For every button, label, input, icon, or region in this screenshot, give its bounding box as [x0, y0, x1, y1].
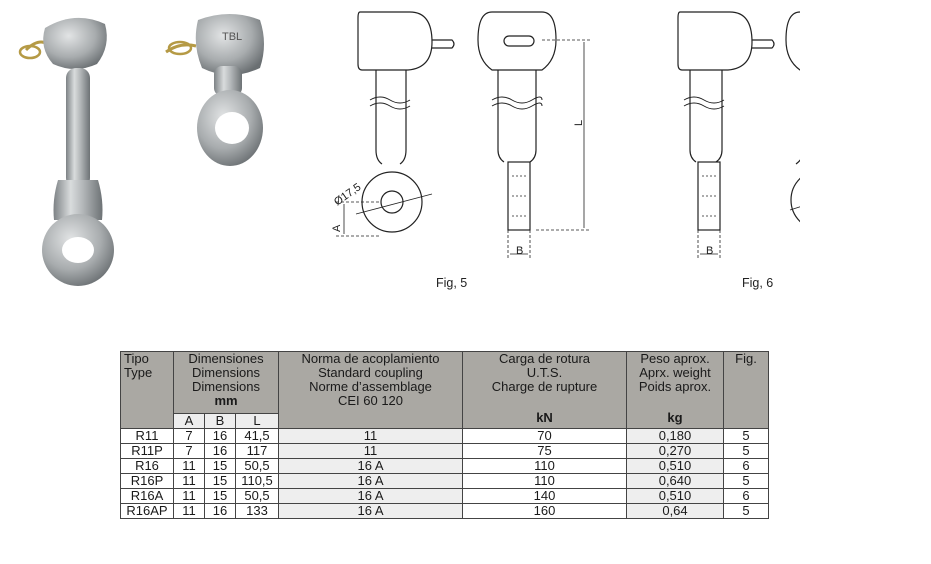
cell-l: 41,5 — [236, 429, 279, 444]
header-norma-en: Standard coupling — [318, 365, 423, 380]
header-type — [121, 352, 174, 429]
cell-l: 50,5 — [236, 459, 279, 474]
table-row — [121, 489, 769, 504]
header-carga-fr: Charge de rupture — [491, 379, 598, 394]
technical-drawing — [320, 0, 800, 300]
header-kn: kN — [536, 410, 553, 425]
header-norma-es: Norma de acoplamiento — [301, 351, 440, 366]
fig6-dim-b: B — [706, 245, 714, 257]
fig5-front-view — [478, 12, 590, 258]
table-row — [121, 504, 769, 519]
cell-fig: 5 — [724, 429, 769, 444]
cell-fig: 5 — [724, 474, 769, 489]
cell-fig: 5 — [724, 444, 769, 459]
cell-b: 16 — [205, 504, 236, 519]
cell-b: 15 — [205, 489, 236, 504]
table-row — [121, 429, 769, 444]
cell-kg: 0,270 — [627, 444, 724, 459]
cell-norma: 11 — [279, 429, 463, 444]
header-peso-en: Aprx. weight — [639, 365, 711, 380]
header-tipo: Tipo — [124, 351, 149, 366]
cell-l: 117 — [236, 444, 279, 459]
cell-type: R11 — [121, 429, 174, 444]
cell-norma: 16 A — [279, 489, 463, 504]
fig5-dim-l: L — [573, 119, 585, 126]
cell-a: 7 — [174, 429, 205, 444]
header-fig-label: Fig. — [735, 351, 757, 366]
header-dim-es: Dimensiones — [188, 351, 264, 366]
cell-type: R16 — [121, 459, 174, 474]
fig6-front-view — [786, 12, 800, 230]
cell-b: 15 — [205, 459, 236, 474]
cell-kn: 140 — [463, 489, 627, 504]
header-dim-fr: Dimensions — [192, 379, 260, 394]
fig5-side-view — [336, 12, 454, 236]
header-mm: mm — [214, 393, 238, 408]
header-a: A — [174, 414, 205, 429]
cell-norma: 11 — [279, 444, 463, 459]
cell-kg: 0,510 — [627, 489, 724, 504]
header-carga — [463, 352, 627, 429]
photo-marking: TBL — [222, 31, 243, 43]
cell-l: 50,5 — [236, 489, 279, 504]
cell-norma: 16 A — [279, 459, 463, 474]
header-dim-en: Dimensions — [192, 365, 260, 380]
cell-norma: 16 A — [279, 504, 463, 519]
cell-kn: 75 — [463, 444, 627, 459]
cell-fig: 5 — [724, 504, 769, 519]
cell-kn: 110 — [463, 474, 627, 489]
cell-l: 133 — [236, 504, 279, 519]
header-carga-es: Carga de rotura — [498, 351, 591, 366]
fig5-dim-b: B — [516, 245, 524, 257]
header-b: B — [205, 414, 236, 429]
long-socket-photo — [20, 18, 114, 286]
cell-a: 11 — [174, 489, 205, 504]
cell-kg: 0,510 — [627, 459, 724, 474]
cell-b: 16 — [205, 444, 236, 459]
header-peso — [627, 352, 724, 429]
header-peso-fr: Poids aprox. — [638, 379, 712, 394]
cell-type: R11P — [121, 444, 174, 459]
header-peso-es: Peso aprox. — [640, 351, 710, 366]
header-dimensions — [174, 352, 279, 414]
cell-fig: 6 — [724, 489, 769, 504]
header-kg: kg — [667, 410, 683, 425]
cell-fig: 6 — [724, 459, 769, 474]
cell-kn: 160 — [463, 504, 627, 519]
cell-b: 16 — [205, 429, 236, 444]
header-l: L — [236, 414, 279, 429]
cell-type: R16P — [121, 474, 174, 489]
product-photo — [0, 0, 310, 300]
spec-table — [120, 351, 769, 519]
table-row — [121, 474, 769, 489]
cell-norma: 16 A — [279, 474, 463, 489]
header-fig — [724, 352, 769, 429]
fig6-side-view — [678, 12, 774, 258]
table-header-row — [121, 352, 769, 414]
fig5-diameter-label: Ø17,5 — [331, 181, 364, 209]
cell-a: 11 — [174, 504, 205, 519]
cell-kg: 0,640 — [627, 474, 724, 489]
short-socket-photo — [166, 14, 264, 166]
header-norma-fr: Norme d’assemblage — [309, 379, 432, 394]
fig6-caption: Fig, 6 — [742, 276, 774, 290]
cell-kg: 0,64 — [627, 504, 724, 519]
cell-kg: 0,180 — [627, 429, 724, 444]
cell-a: 11 — [174, 474, 205, 489]
cell-kn: 70 — [463, 429, 627, 444]
fig5-caption: Fig, 5 — [436, 276, 468, 290]
table-row — [121, 459, 769, 474]
cell-l: 110,5 — [236, 474, 279, 489]
cell-b: 15 — [205, 474, 236, 489]
cell-kn: 110 — [463, 459, 627, 474]
cell-a: 11 — [174, 459, 205, 474]
table-row — [121, 444, 769, 459]
cell-type: R16A — [121, 489, 174, 504]
header-carga-en: U.T.S. — [526, 365, 563, 380]
header-type-en: Type — [124, 365, 153, 380]
cell-type: R16AP — [121, 504, 174, 519]
header-norma — [279, 352, 463, 429]
cell-a: 7 — [174, 444, 205, 459]
header-norma-std: CEI 60 120 — [337, 393, 404, 408]
fig5-dim-a: A — [331, 224, 343, 232]
